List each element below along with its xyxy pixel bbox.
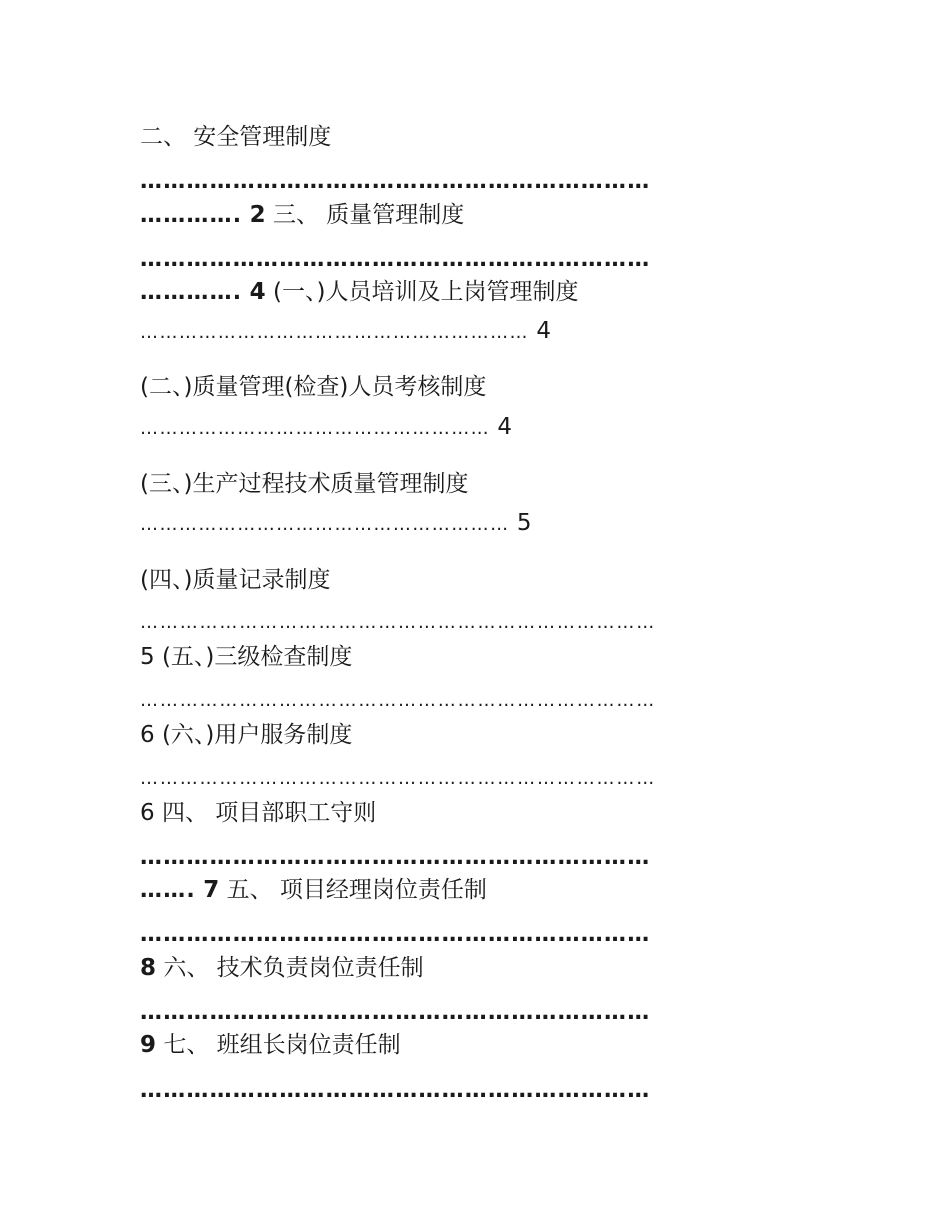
toc-entry-team-leader-duties[interactable] <box>140 1030 401 1060</box>
toc-entry-customer-service[interactable] <box>140 720 352 750</box>
toc-leader-line: …………………………………………………… 4 <box>140 318 551 344</box>
toc-entry-label: (六、)用户服务制度 <box>161 722 353 748</box>
toc-entry-production-quality[interactable]: (三、)生产过程技术质量管理制度 <box>140 471 469 497</box>
toc-entry-label: 三、 质量管理制度 <box>273 202 465 228</box>
toc-page-number: 6 <box>140 800 155 826</box>
toc-entry-three-level-check[interactable] <box>140 642 352 672</box>
toc-page-number: 4 <box>249 279 266 305</box>
toc-entry-label: (五、)三级检查制度 <box>161 644 353 670</box>
toc-entry-label: (一、)人员培训及上岗管理制度 <box>273 279 579 305</box>
toc-leader-dots: ………………………………………………………… <box>140 169 651 194</box>
toc-page-number: 4 <box>536 318 551 344</box>
toc-page-number: 6 <box>140 722 155 748</box>
toc-page-number: 2 <box>249 202 266 228</box>
toc-entry-training[interactable]: …………. 4 (一、)人员培训及上岗管理制度 <box>140 279 579 305</box>
toc-leader-dots: …………………………………………………………………… <box>140 612 657 633</box>
toc-entry-label: 四、 项目部职工守则 <box>161 800 377 826</box>
toc-entry-quality[interactable]: …………. 2 三、 质量管理制度 <box>140 202 465 228</box>
toc-page-number: 7 <box>203 877 220 903</box>
toc-leader-line: ………………………………………………… 5 <box>140 510 532 536</box>
toc-entry-quality-records[interactable]: (四、)质量记录制度 <box>140 567 331 593</box>
toc-entry-label: 六、 技术负责岗位责任制 <box>163 955 424 981</box>
toc-leader-dots: ………………………………………………………… <box>140 1000 651 1025</box>
toc-entry-label: 七、 班组长岗位责任制 <box>163 1032 401 1058</box>
toc-leader-dots: …………………………………………………………………… <box>140 768 657 789</box>
toc-page-number: 5 <box>516 510 532 536</box>
toc-page-number: 4 <box>497 414 513 440</box>
toc-entry-inspector-assessment[interactable]: (二、)质量管理(检查)人员考核制度 <box>140 374 487 400</box>
toc-leader-dots: ………………………………………………………… <box>140 922 651 947</box>
toc-entry-safety[interactable]: 二、 安全管理制度 <box>140 124 332 150</box>
toc-leader-dots: ………………………………………………………… <box>140 845 651 870</box>
toc-leader-dots: ………………………………………………………… <box>140 1078 651 1103</box>
toc-leader-dots: …………………………………………………………………… <box>140 690 657 711</box>
toc-page-number: 8 <box>140 955 157 981</box>
toc-page-number: 9 <box>140 1032 157 1058</box>
toc-leader-line: ……………………………………………… 4 <box>140 414 513 440</box>
toc-leader-dots: ………………………………………………………… <box>140 247 651 272</box>
toc-entry-tech-lead-duties[interactable] <box>140 953 424 983</box>
toc-entry-label: 五、 项目经理岗位责任制 <box>226 877 487 903</box>
toc-entry-pm-duties[interactable]: ……. 7 五、 项目经理岗位责任制 <box>140 877 487 903</box>
toc-page-number: 5 <box>140 644 155 670</box>
toc-entry-staff-rules[interactable] <box>140 798 376 828</box>
